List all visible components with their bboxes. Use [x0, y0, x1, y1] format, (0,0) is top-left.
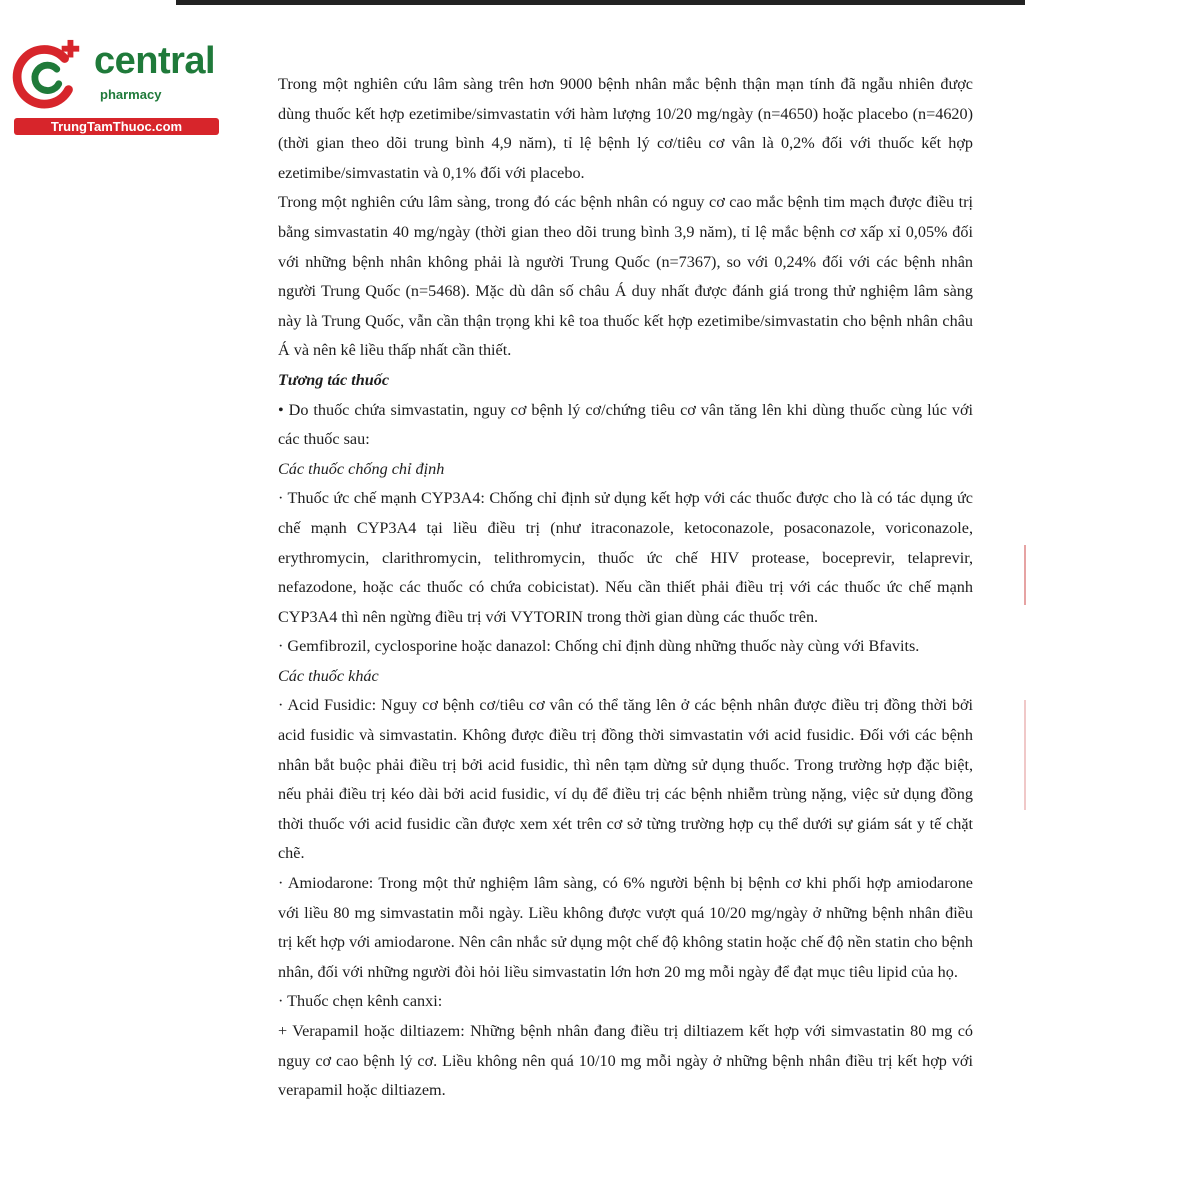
logo-brand-name: central — [94, 40, 216, 82]
paragraph-kidney-study: Trong một nghiên cứu lâm sàng trên hơn 9000 bệnh nhân mắc bệnh thận mạn tính đã ngẫu nhiên được dùng thuốc kết hợp ezetimibe/simvastatin với hàm lượng 10/20 mg/ngày (n=4650) hoặc placebo (n=4620) (thời gian theo dõi trung bình 4,9 năm), tỉ lệ bệnh lý cơ/tiêu cơ vân là 0,2% đối với thuốc kết hợp ezetimibe/simvastatin và 0,1% đối với placebo. — [278, 75, 973, 182]
subheading-other-drugs: Các thuốc khác — [278, 666, 379, 685]
paragraph-cardio-study: Trong một nghiên cứu lâm sàng, trong đó các bệnh nhân có nguy cơ cao mắc bệnh tim mạch được điều trị bằng simvastatin 40 mg/ngày (thời gian theo dõi trung bình 3,9 năm), tỉ lệ mắc bệnh cơ xấp xỉ 0,05% đối với những bệnh nhân không phải là người Trung Quốc (n=7367), so với 0,24% đối với các bệnh nhân người Trung Quốc (n=5468). Mặc dù dân số châu Á duy nhất được đánh giá trong thử nghiệm lâm sàng này là Trung Quốc, vẫn cần thận trọng khi kê toa thuốc kết hợp ezetimibe/simvastatin cho bệnh nhân châu Á và nên kê liều thấp nhất cần thiết. — [278, 193, 973, 360]
paragraph-cyp3a4: · Thuốc ức chế mạnh CYP3A4: Chống chỉ định sử dụng kết hợp với các thuốc được cho là có tác dụng ức chế mạnh CYP3A4 tại liều điều trị (như itraconazole, ketoconazole, posaconazole, voriconazole, erythromycin, clarithromycin, telithromycin, thuốc ức chế HIV protease, boceprevir, telaprevir, nefazodone, hoặc các thuốc có chứa cobicistat). Nếu cần thiết phải điều trị với các thuốc ức chế mạnh CYP3A4 thì nên ngừng điều trị với VYTORIN trong thời gian dùng các thuốc trên. — [278, 489, 973, 626]
paragraph-calcium-channel: · Thuốc chẹn kênh canxi: — [278, 992, 443, 1011]
logo-website-link[interactable]: TrungTamThuoc.com — [14, 118, 219, 135]
heading-drug-interactions: Tương tác thuốc — [278, 370, 390, 389]
subheading-contraindicated: Các thuốc chống chỉ định — [278, 459, 445, 478]
paragraph-verapamil: + Verapamil hoặc diltiazem: Những bệnh nhân đang điều trị diltiazem kết hợp với simvastatin 80 mg có nguy cơ cao bệnh lý cơ. Liều không nên quá 10/10 mg mỗi ngày ở những bệnh nhân điều trị kết hợp với verapamil hoặc diltiazem. — [278, 1022, 973, 1100]
paragraph-amiodarone: · Amiodarone: Trong một thử nghiệm lâm sàng, có 6% người bệnh bị bệnh cơ khi phối hợp amiodarone với liều 80 mg simvastatin mỗi ngày. Liều không được vượt quá 10/20 mg/ngày ở những bệnh nhân điều trị kết hợp với amiodarone. Nên cân nhắc sử dụng một chế độ không statin hoặc chế độ nền statin cho bệnh nhân, đối với những người đòi hỏi liều simvastatin lớn hơn 20 mg mỗi ngày để đạt mục tiêu lipid của họ. — [278, 874, 973, 981]
document-body — [278, 70, 973, 1106]
central-pharmacy-logo[interactable] — [10, 36, 215, 136]
logo-subtitle: pharmacy — [100, 87, 162, 102]
pharmacy-cross-logo-icon — [10, 36, 88, 116]
stamp-edge-mark — [1024, 700, 1026, 810]
scan-top-edge — [176, 0, 1025, 5]
paragraph-gemfibrozil: · Gemfibrozil, cyclosporine hoặc danazol: Chống chỉ định dùng những thuốc này cùng với Bfavits. — [278, 637, 920, 656]
stamp-edge-mark — [1024, 545, 1026, 605]
paragraph-interaction-intro: • Do thuốc chứa simvastatin, nguy cơ bệnh lý cơ/chứng tiêu cơ vân tăng lên khi dùng thuốc cùng lúc với các thuốc sau: — [278, 400, 973, 449]
paragraph-fusidic-acid: · Acid Fusidic: Nguy cơ bệnh cơ/tiêu cơ vân có thể tăng lên ở các bệnh nhân được điều trị đồng thời bởi acid fusidic và simvastatin. Không được điều trị đồng thời simvastatin với acid fusidic. Đối với các bệnh nhân bắt buộc phải điều trị bởi acid fusidic, thì nên tạm dừng sử dụng thuốc. Trong trường hợp đặc biệt, nếu phải điều trị kéo dài bởi acid fusidic, ví dụ để điều trị các bệnh nhiễm trùng nặng, việc sử dụng đồng thời thuốc với acid fusidic cần được xem xét trên cơ sở từng trường hợp cụ thể dưới sự giám sát y tế chặt chẽ. — [278, 696, 973, 863]
